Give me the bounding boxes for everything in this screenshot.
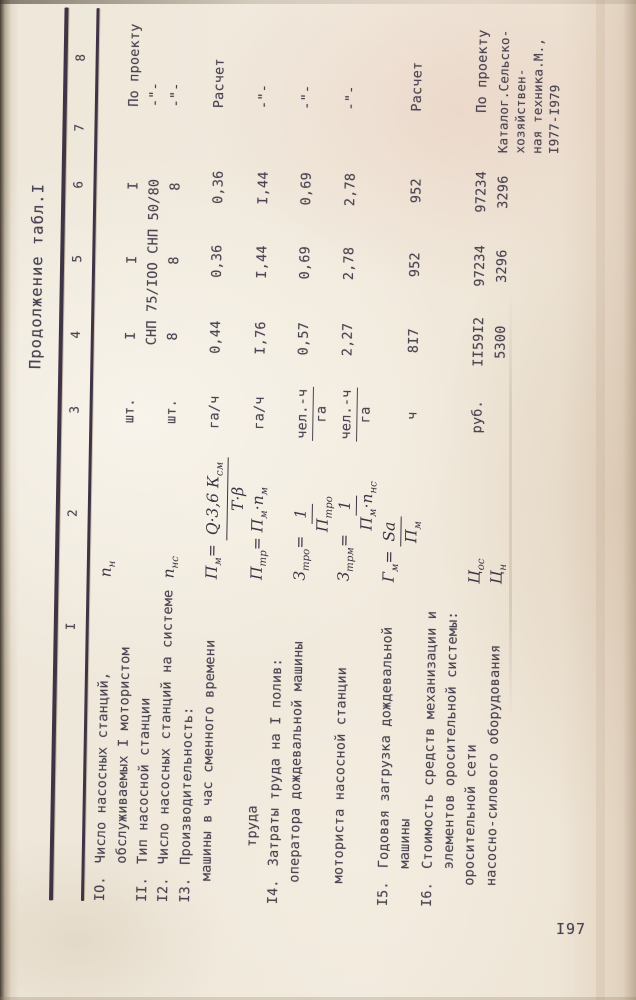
value-cell: 2,78	[342, 172, 360, 207]
unit-cell: шт.	[163, 398, 180, 425]
label-line: обслуживаемых I мотористом	[113, 646, 134, 864]
value-cell: 2,27	[339, 322, 357, 357]
row-number: I5.	[374, 881, 391, 907]
label-line: Производительность:	[177, 706, 197, 865]
value-cell: 97234	[473, 170, 490, 213]
value-cell: 0,69	[296, 245, 314, 280]
source-line: По проекту	[125, 23, 144, 107]
row-number: I4.	[264, 879, 282, 905]
label-line: оросительной сети	[461, 744, 480, 886]
table-continuation-title: Продолжение табл.I	[26, 182, 48, 370]
row-number: I3.	[177, 877, 194, 903]
merged-value-cell: СНП 75/IOO СНП 50/80	[143, 178, 163, 346]
source-cell	[494, 15, 564, 156]
label-line: Число насосных станций,	[92, 671, 112, 864]
row-number: I6.	[418, 881, 436, 908]
source-cell	[209, 10, 232, 150]
source-cell	[103, 8, 147, 149]
source-line: -"-	[298, 84, 316, 110]
formula-cell: $п_н$	[96, 560, 119, 578]
column-number: 7	[71, 123, 87, 132]
unit-fraction: чел.-ч га	[338, 387, 375, 442]
source-line: -"-	[343, 85, 360, 111]
label-line: оператора дождевальной машины	[286, 641, 307, 883]
formula-lhs: $Г_м=$	[379, 550, 401, 583]
label-line: Затраты труда на I полив:	[265, 657, 286, 867]
unit-cell: га/ч	[206, 395, 224, 429]
label-cell	[481, 588, 508, 908]
value-cell: 0,44	[207, 320, 225, 354]
formula-cell	[202, 448, 249, 584]
unit-cell	[336, 378, 377, 451]
source-cell	[145, 9, 168, 149]
value-cell: 97234	[471, 244, 489, 287]
label-line: Годовая загрузка дождевальной	[375, 626, 396, 869]
paper-edge-right-shadow	[623, 0, 636, 1000]
column-number: I	[62, 622, 78, 631]
label-line: моториста насосной станции	[330, 666, 351, 884]
unit-cell: га/ч	[250, 396, 268, 430]
value-cell: 8	[167, 182, 184, 191]
source-cell	[254, 11, 277, 151]
label-line: насосно-силового оборудования	[483, 644, 504, 887]
source-cell	[472, 15, 495, 155]
formula-fraction: Sа $П_м$	[379, 516, 424, 547]
paper-scan-streak	[596, 0, 605, 1000]
label-line: машины в час сменного времени	[198, 639, 219, 882]
row-number: IO.	[91, 876, 109, 902]
formula-lhs: $З_{тро}=$	[290, 535, 313, 581]
formula-lhs: $П_м=$	[202, 543, 225, 580]
column-number: 8	[72, 53, 88, 62]
label-cell	[90, 581, 138, 902]
source-line: По проекту	[473, 29, 492, 113]
label-line: Стоимость средств механизации и	[419, 610, 441, 870]
value-cell: 5300	[492, 325, 510, 359]
unit-cell	[292, 378, 333, 451]
label-cell	[328, 585, 355, 905]
unit-cell: руб.	[469, 399, 486, 434]
unit-cell: шт.	[121, 398, 138, 424]
formula-cell	[290, 450, 337, 586]
paper-crease	[509, 290, 512, 720]
label-cell	[196, 583, 223, 903]
value-cell: 952	[407, 178, 425, 204]
source-line: I977-I979	[546, 84, 563, 155]
source-line: Расчет	[408, 61, 426, 112]
value-cell: I,44	[253, 245, 271, 279]
label-cell	[417, 587, 465, 908]
source-cell	[297, 12, 320, 152]
value-cell: I	[124, 255, 141, 265]
paper-edge-top-shadow	[0, 0, 636, 4]
formula-fraction: 1 $П_м\cdot п_{нс}$	[336, 481, 380, 531]
table-body	[90, 8, 565, 909]
formula-cell	[378, 451, 425, 587]
paper-edge-left-shadow	[0, 0, 11, 1000]
formula-cell	[334, 450, 381, 586]
value-cell: 3296	[494, 249, 511, 283]
label-line: Число насосных станций на системе	[155, 589, 177, 865]
label-line: машины	[396, 818, 414, 869]
value-cell: 8I7	[405, 328, 422, 354]
formula-fraction: 1 $П_{тро}$	[291, 496, 336, 533]
value-cell: I	[125, 181, 142, 191]
column-number: 3	[66, 405, 82, 414]
table-row	[481, 15, 565, 909]
unit-fraction: чел.-ч га	[294, 387, 331, 442]
source-line: -"-	[255, 83, 272, 110]
source-cell	[166, 9, 189, 149]
source-line: хозяйствен-	[512, 68, 529, 154]
value-cell: 2,78	[341, 246, 358, 281]
source-cell	[341, 12, 364, 152]
value-cell: 8	[166, 256, 183, 265]
unit-cell: ч	[404, 411, 421, 420]
value-cell: II59I2	[470, 316, 488, 367]
formula-cell: $Ц_н$	[487, 563, 510, 585]
value-cell: 0,57	[295, 321, 313, 356]
column-number: 5	[69, 254, 85, 263]
source-line: ная техника.М.,	[529, 37, 547, 154]
value-cell: I,76	[252, 321, 269, 355]
value-cell: 0,69	[298, 171, 315, 206]
source-line: -"-	[146, 81, 164, 108]
row-number: I2.	[154, 877, 172, 903]
value-cell: 0,36	[209, 244, 226, 279]
value-cell: I,44	[254, 171, 272, 205]
column-number: 2	[64, 509, 80, 518]
value-cell: 8	[164, 332, 181, 341]
source-cell	[386, 13, 430, 154]
column-number: 4	[67, 330, 83, 339]
column-number: 6	[70, 180, 86, 189]
formula-fraction: Q·3,6 $К_{см}$ Т·β	[203, 457, 249, 541]
formula-cell: $П_{тр}= П_м\cdot п_м$	[247, 486, 270, 581]
label-line: труда	[243, 805, 261, 848]
page-number: I97	[556, 920, 587, 938]
row-number: II.	[133, 876, 151, 903]
source-line: Каталог.Сельско-	[495, 29, 513, 154]
label-line: Тип насосной станции	[134, 697, 154, 865]
label-cell	[373, 586, 421, 907]
value-cell: 952	[406, 252, 423, 278]
formula-cell: $п_{нс}$	[159, 555, 182, 579]
value-cell: 3296	[495, 175, 512, 209]
source-line: Расчет	[211, 58, 229, 109]
formula-lhs: $З_{трм}=$	[334, 533, 357, 582]
formula-cell: $Ц_{ос}$	[465, 558, 488, 584]
label-cell	[284, 585, 311, 905]
value-cell: 0,36	[210, 170, 228, 205]
value-cell: I	[122, 331, 139, 341]
label-line: элементов оросительной системы:	[440, 611, 462, 870]
source-line: -"-	[167, 82, 185, 108]
